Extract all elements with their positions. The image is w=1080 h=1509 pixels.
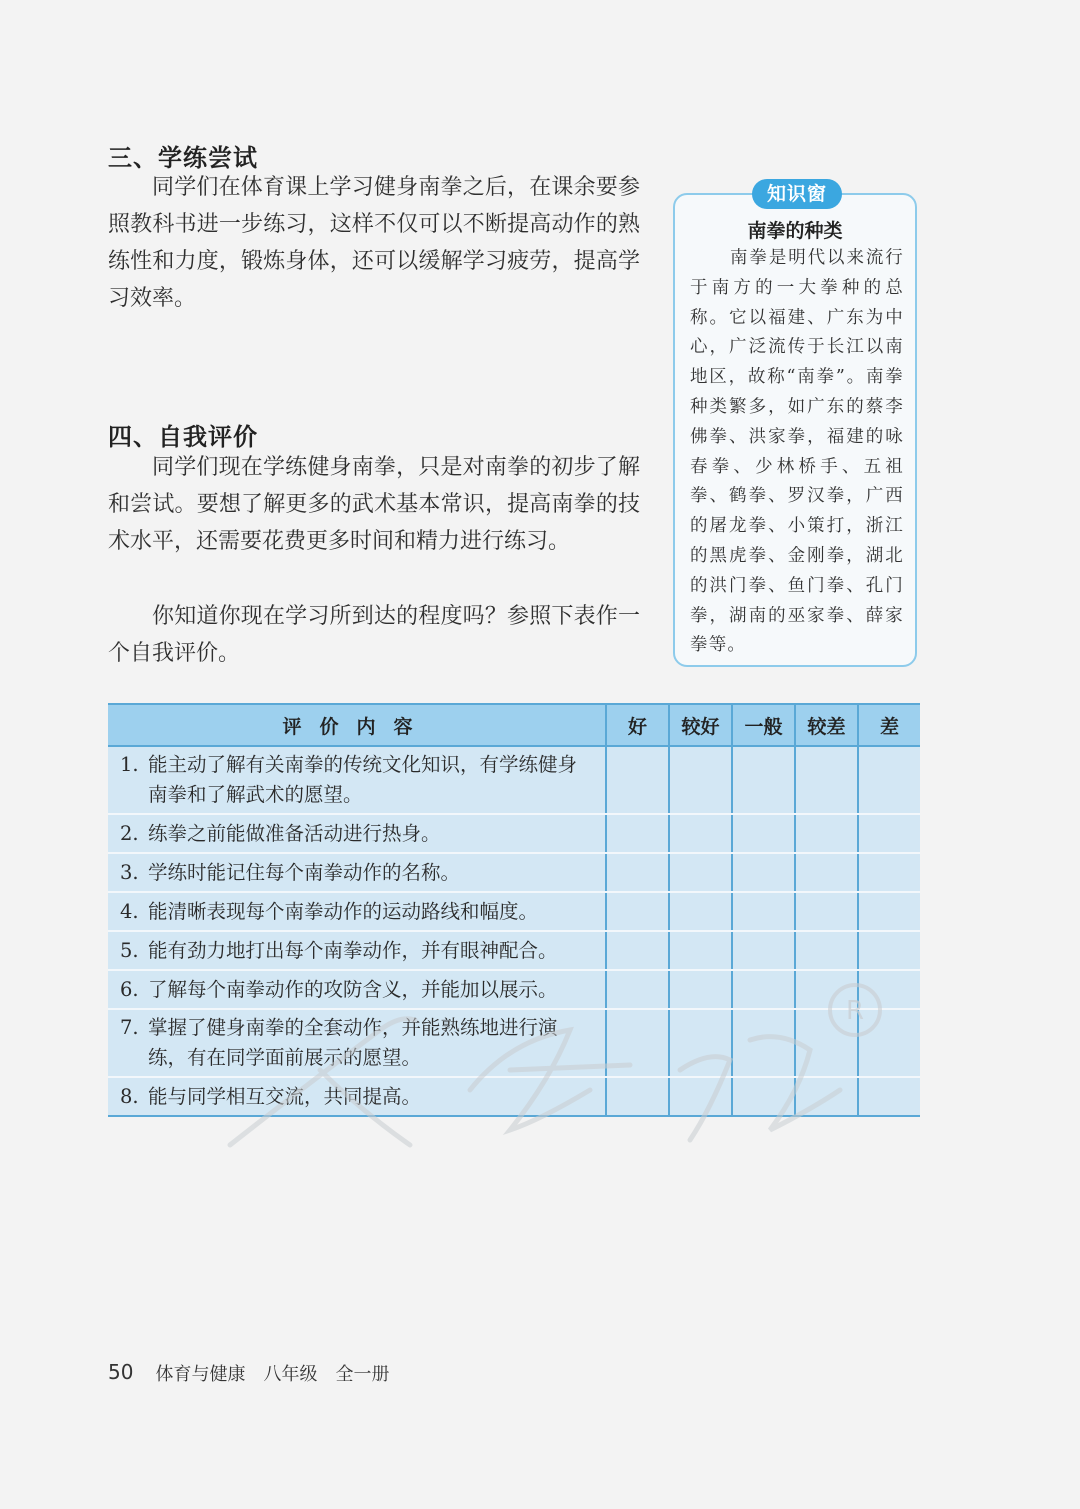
table-row xyxy=(108,814,920,853)
grade-label: 八年级 xyxy=(263,1364,318,1385)
row-text: 能清晰表现每个南拳动作的运动路线和幅度。 xyxy=(148,899,539,923)
rating-cell xyxy=(795,892,858,931)
rating-cell xyxy=(795,970,858,1009)
rating-cell xyxy=(732,931,795,970)
rating-cell xyxy=(606,970,669,1009)
rating-cell xyxy=(606,853,669,892)
rating-cell xyxy=(858,892,920,931)
rating-cell xyxy=(606,746,669,814)
rating-cell xyxy=(795,746,858,814)
header-fairly-good: 较好 xyxy=(669,704,732,746)
table-row xyxy=(108,970,920,1009)
rating-cell xyxy=(669,1077,732,1116)
table-row xyxy=(108,853,920,892)
practice-paragraph: 同学们在体育课上学习健身南拳之后，在课余要参照教科书进一步练习，这样不仅可以不断提高动作的熟练性和力度，锻炼身体，还可以缓解学习疲劳，提高学习效率。 xyxy=(108,175,640,311)
rating-cell xyxy=(732,814,795,853)
rating-cell xyxy=(669,931,732,970)
knowledge-window-title: 南拳的种类 xyxy=(747,220,843,242)
row-content-cell xyxy=(108,931,606,970)
rating-cell xyxy=(606,931,669,970)
rating-cell xyxy=(732,970,795,1009)
rating-cell xyxy=(732,1009,795,1077)
svg-text:R: R xyxy=(845,996,865,1026)
self-evaluation-paragraph-2: 你知道你现在学习所到达的程度吗？参照下表作一个自我评价。 xyxy=(108,604,640,666)
row-number: 7. xyxy=(120,1016,139,1039)
row-text: 了解每个南拳动作的攻防含义，并能加以展示。 xyxy=(148,977,558,1001)
row-number: 5. xyxy=(120,938,139,962)
rating-cell xyxy=(732,853,795,892)
rating-cell xyxy=(606,1009,669,1077)
rating-cell xyxy=(858,1077,920,1116)
rating-cell xyxy=(858,853,920,892)
header-good: 好 xyxy=(606,704,669,746)
header-content: 评价内容 xyxy=(108,704,606,746)
rating-cell xyxy=(795,814,858,853)
row-number: 3. xyxy=(120,860,139,884)
row-text: 掌握了健身南拳的全套动作，并能熟练地进行演练，有在同学面前展示的愿望。 xyxy=(148,1016,558,1069)
table-row xyxy=(108,746,920,814)
rating-cell xyxy=(732,1077,795,1116)
row-content-cell xyxy=(108,892,606,931)
rating-cell xyxy=(669,853,732,892)
table-header-row xyxy=(108,704,920,746)
row-content-cell xyxy=(108,970,606,1009)
row-content-cell xyxy=(108,1077,606,1116)
row-content-cell xyxy=(108,853,606,892)
header-fairly-poor: 较差 xyxy=(795,704,858,746)
rating-cell xyxy=(606,1077,669,1116)
rating-cell xyxy=(795,853,858,892)
book-title: 体育与健康 xyxy=(155,1364,246,1385)
section-heading-practice: 三、学练尝试 xyxy=(108,144,258,172)
table-row xyxy=(108,1009,920,1077)
row-text: 学练时能记住每个南拳动作的名称。 xyxy=(148,860,461,884)
row-content-cell xyxy=(108,1009,606,1077)
knowledge-window-body: 南拳是明代以来流行于南方的一大拳种的总称。它以福建、广东为中心，广泛流传于长江以南地区，故称“南拳”。南拳种类繁多，如广东的蔡李佛拳、洪家拳，福建的咏春拳、少林桥手、五祖拳、鹤拳、罗汉拳，广西的屠龙拳、小策打，浙江的黑虎拳、金刚拳，湖北的洪门拳、鱼门拳、孔门拳，湖南的巫家拳、薛家拳等。 xyxy=(690,248,904,656)
knowledge-window-badge: 知识窗 xyxy=(752,179,842,209)
self-evaluation-table xyxy=(108,703,920,1117)
rating-cell xyxy=(669,746,732,814)
rating-cell xyxy=(732,746,795,814)
row-number: 4. xyxy=(120,899,139,923)
header-poor: 差 xyxy=(858,704,920,746)
row-text: 练拳之前能做准备活动进行热身。 xyxy=(148,821,441,845)
header-average: 一般 xyxy=(732,704,795,746)
rating-cell xyxy=(795,1077,858,1116)
row-number: 8. xyxy=(120,1084,139,1108)
rating-cell xyxy=(669,814,732,853)
self-evaluation-paragraph-1: 同学们现在学练健身南拳，只是对南拳的初步了解和尝试。要想了解更多的武术基本常识，提高南拳的技术水平，还需要花费更多时间和精力进行练习。 xyxy=(108,455,640,554)
row-text: 能有劲力地打出每个南拳动作，并有眼神配合。 xyxy=(148,938,558,962)
rating-cell xyxy=(732,892,795,931)
table-row xyxy=(108,1077,920,1116)
rating-cell xyxy=(858,814,920,853)
rating-cell xyxy=(858,931,920,970)
rating-cell xyxy=(606,814,669,853)
rating-cell xyxy=(858,746,920,814)
rating-cell xyxy=(606,892,669,931)
table-row xyxy=(108,892,920,931)
volume-label: 全一册 xyxy=(335,1364,390,1385)
rating-cell xyxy=(858,970,920,1009)
page-number: 50 xyxy=(108,1360,134,1384)
rating-cell xyxy=(795,931,858,970)
rating-cell xyxy=(858,1009,920,1077)
rating-cell xyxy=(669,970,732,1009)
rating-cell xyxy=(669,1009,732,1077)
row-content-cell xyxy=(108,814,606,853)
row-number: 2. xyxy=(120,821,139,845)
row-text: 能与同学相互交流，共同提高。 xyxy=(148,1084,422,1108)
section-heading-self-evaluation: 四、自我评价 xyxy=(108,423,258,451)
rating-cell xyxy=(669,892,732,931)
row-number: 6. xyxy=(120,977,139,1001)
row-text: 能主动了解有关南拳的传统文化知识，有学练健身南拳和了解武术的愿望。 xyxy=(148,753,578,806)
row-number: 1. xyxy=(120,753,139,776)
table-row xyxy=(108,931,920,970)
page-footer xyxy=(108,1360,389,1386)
rating-cell xyxy=(795,1009,858,1077)
row-content-cell xyxy=(108,746,606,814)
